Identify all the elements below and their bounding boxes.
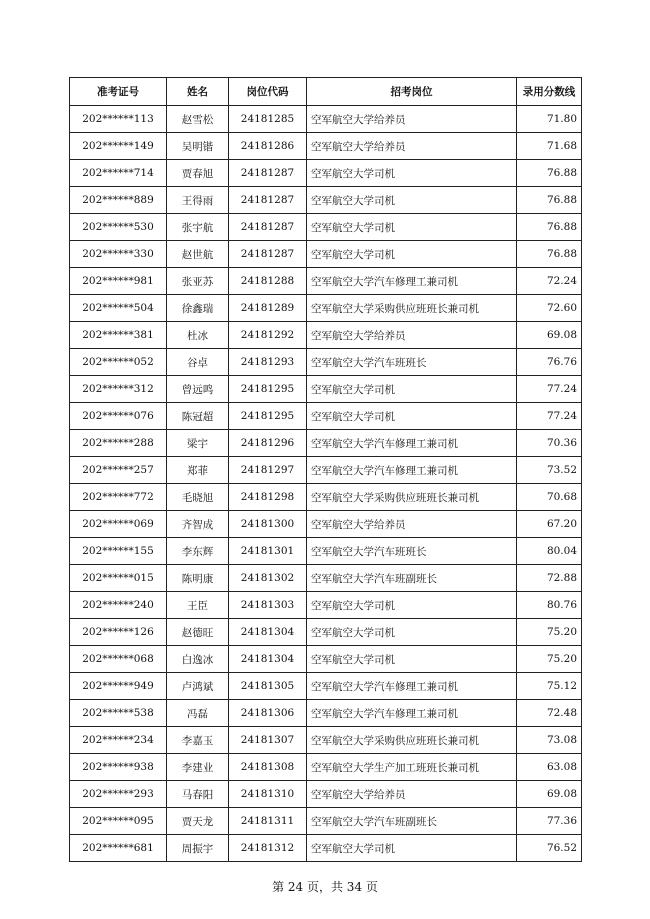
table-row bbox=[70, 673, 582, 700]
cell-exam-id: 202******293 bbox=[70, 781, 167, 808]
cell-post: 空军航空大学汽车修理工兼司机 bbox=[307, 700, 517, 727]
cell-score: 80.04 bbox=[517, 538, 582, 565]
table-row bbox=[70, 214, 582, 241]
cell-score: 76.88 bbox=[517, 241, 582, 268]
cell-exam-id: 202******052 bbox=[70, 349, 167, 376]
cell-post-code: 24181292 bbox=[229, 322, 307, 349]
cell-exam-id: 202******126 bbox=[70, 619, 167, 646]
cell-post-code: 24181301 bbox=[229, 538, 307, 565]
cell-score: 73.52 bbox=[517, 457, 582, 484]
cell-score: 71.80 bbox=[517, 106, 582, 133]
cell-exam-id: 202******681 bbox=[70, 835, 167, 862]
cell-score: 72.24 bbox=[517, 268, 582, 295]
cell-post: 空军航空大学司机 bbox=[307, 187, 517, 214]
cell-name: 陈冠超 bbox=[167, 403, 229, 430]
cell-post-code: 24181286 bbox=[229, 133, 307, 160]
cell-post-code: 24181296 bbox=[229, 430, 307, 457]
cell-score: 77.24 bbox=[517, 376, 582, 403]
cell-post-code: 24181297 bbox=[229, 457, 307, 484]
cell-score: 76.52 bbox=[517, 835, 582, 862]
cell-name: 冯磊 bbox=[167, 700, 229, 727]
cell-exam-id: 202******068 bbox=[70, 646, 167, 673]
cell-post-code: 24181285 bbox=[229, 106, 307, 133]
cell-exam-id: 202******949 bbox=[70, 673, 167, 700]
cell-post: 空军航空大学司机 bbox=[307, 241, 517, 268]
table-row bbox=[70, 268, 582, 295]
cell-exam-id: 202******889 bbox=[70, 187, 167, 214]
cell-exam-id: 202******330 bbox=[70, 241, 167, 268]
cell-exam-id: 202******069 bbox=[70, 511, 167, 538]
cell-score: 76.76 bbox=[517, 349, 582, 376]
cell-exam-id: 202******772 bbox=[70, 484, 167, 511]
cell-score: 75.12 bbox=[517, 673, 582, 700]
cell-name: 王得雨 bbox=[167, 187, 229, 214]
cell-score: 72.60 bbox=[517, 295, 582, 322]
cell-post: 空军航空大学给养员 bbox=[307, 781, 517, 808]
header-post: 招考岗位 bbox=[307, 78, 517, 106]
cell-post-code: 24181302 bbox=[229, 565, 307, 592]
table-row bbox=[70, 538, 582, 565]
cell-score: 76.88 bbox=[517, 187, 582, 214]
cell-score: 75.20 bbox=[517, 619, 582, 646]
cell-post: 空军航空大学司机 bbox=[307, 160, 517, 187]
cell-name: 李嘉玉 bbox=[167, 727, 229, 754]
cell-post: 空军航空大学给养员 bbox=[307, 511, 517, 538]
cell-post-code: 24181287 bbox=[229, 160, 307, 187]
cell-exam-id: 202******240 bbox=[70, 592, 167, 619]
cell-name: 白逸冰 bbox=[167, 646, 229, 673]
cell-name: 谷卓 bbox=[167, 349, 229, 376]
cell-exam-id: 202******938 bbox=[70, 754, 167, 781]
cell-post-code: 24181312 bbox=[229, 835, 307, 862]
cell-post: 空军航空大学生产加工班班长兼司机 bbox=[307, 754, 517, 781]
cell-name: 卢鸿斌 bbox=[167, 673, 229, 700]
cell-name: 徐鑫瑞 bbox=[167, 295, 229, 322]
table-row bbox=[70, 700, 582, 727]
cell-post: 空军航空大学给养员 bbox=[307, 106, 517, 133]
cell-name: 李东辉 bbox=[167, 538, 229, 565]
cell-name: 张亚苏 bbox=[167, 268, 229, 295]
cell-score: 69.08 bbox=[517, 781, 582, 808]
cell-name: 赵德旺 bbox=[167, 619, 229, 646]
cell-post: 空军航空大学司机 bbox=[307, 619, 517, 646]
table-row bbox=[70, 781, 582, 808]
table-row bbox=[70, 133, 582, 160]
cell-score: 72.48 bbox=[517, 700, 582, 727]
cell-name: 周振宇 bbox=[167, 835, 229, 862]
cell-post-code: 24181287 bbox=[229, 241, 307, 268]
cell-post: 空军航空大学司机 bbox=[307, 376, 517, 403]
cell-score: 73.08 bbox=[517, 727, 582, 754]
table-row bbox=[70, 106, 582, 133]
cell-exam-id: 202******095 bbox=[70, 808, 167, 835]
cell-post: 空军航空大学司机 bbox=[307, 592, 517, 619]
table-row bbox=[70, 619, 582, 646]
header-post-code: 岗位代码 bbox=[229, 78, 307, 106]
table-row bbox=[70, 160, 582, 187]
cell-name: 毛晓旭 bbox=[167, 484, 229, 511]
cell-post: 空军航空大学汽车修理工兼司机 bbox=[307, 673, 517, 700]
cell-post-code: 24181300 bbox=[229, 511, 307, 538]
cell-exam-id: 202******288 bbox=[70, 430, 167, 457]
cell-post-code: 24181298 bbox=[229, 484, 307, 511]
cell-score: 70.36 bbox=[517, 430, 582, 457]
cell-name: 曾远鸣 bbox=[167, 376, 229, 403]
cell-post-code: 24181295 bbox=[229, 376, 307, 403]
cell-post-code: 24181288 bbox=[229, 268, 307, 295]
cell-name: 贾天龙 bbox=[167, 808, 229, 835]
cell-score: 63.08 bbox=[517, 754, 582, 781]
cell-name: 马春阳 bbox=[167, 781, 229, 808]
header-name: 姓名 bbox=[167, 78, 229, 106]
cell-score: 76.88 bbox=[517, 160, 582, 187]
cell-post-code: 24181306 bbox=[229, 700, 307, 727]
cell-score: 69.08 bbox=[517, 322, 582, 349]
header-exam-id: 准考证号 bbox=[70, 78, 167, 106]
cell-post-code: 24181289 bbox=[229, 295, 307, 322]
cell-exam-id: 202******113 bbox=[70, 106, 167, 133]
cell-post-code: 24181311 bbox=[229, 808, 307, 835]
table-row bbox=[70, 349, 582, 376]
table-row bbox=[70, 592, 582, 619]
cell-post: 空军航空大学给养员 bbox=[307, 322, 517, 349]
cell-name: 郑菲 bbox=[167, 457, 229, 484]
cell-exam-id: 202******504 bbox=[70, 295, 167, 322]
cell-score: 77.24 bbox=[517, 403, 582, 430]
table-row bbox=[70, 835, 582, 862]
cell-post: 空军航空大学司机 bbox=[307, 403, 517, 430]
cell-exam-id: 202******257 bbox=[70, 457, 167, 484]
table-row bbox=[70, 457, 582, 484]
table-row bbox=[70, 808, 582, 835]
cell-name: 梁宇 bbox=[167, 430, 229, 457]
cell-post-code: 24181287 bbox=[229, 187, 307, 214]
cell-post: 空军航空大学采购供应班班长兼司机 bbox=[307, 295, 517, 322]
cell-exam-id: 202******149 bbox=[70, 133, 167, 160]
cell-post-code: 24181304 bbox=[229, 619, 307, 646]
cell-post: 空军航空大学司机 bbox=[307, 835, 517, 862]
table-row bbox=[70, 484, 582, 511]
cell-name: 吴明锴 bbox=[167, 133, 229, 160]
cell-score: 80.76 bbox=[517, 592, 582, 619]
cell-post: 空军航空大学采购供应班班长兼司机 bbox=[307, 484, 517, 511]
cell-post: 空军航空大学汽车班副班长 bbox=[307, 808, 517, 835]
cell-exam-id: 202******714 bbox=[70, 160, 167, 187]
cell-post: 空军航空大学司机 bbox=[307, 646, 517, 673]
cell-exam-id: 202******312 bbox=[70, 376, 167, 403]
table-row bbox=[70, 646, 582, 673]
cell-exam-id: 202******381 bbox=[70, 322, 167, 349]
cell-exam-id: 202******015 bbox=[70, 565, 167, 592]
table-row bbox=[70, 430, 582, 457]
table-header-row bbox=[70, 78, 582, 106]
page-number: 第 24 页，共 34 页 bbox=[272, 880, 378, 894]
cell-score: 71.68 bbox=[517, 133, 582, 160]
cell-post-code: 24181307 bbox=[229, 727, 307, 754]
cell-exam-id: 202******538 bbox=[70, 700, 167, 727]
table-row bbox=[70, 403, 582, 430]
table-row bbox=[70, 754, 582, 781]
cell-score: 67.20 bbox=[517, 511, 582, 538]
table-row bbox=[70, 565, 582, 592]
cell-name: 杜冰 bbox=[167, 322, 229, 349]
cell-exam-id: 202******530 bbox=[70, 214, 167, 241]
cell-post: 空军航空大学采购供应班班长兼司机 bbox=[307, 727, 517, 754]
table-row bbox=[70, 322, 582, 349]
cell-post: 空军航空大学汽车修理工兼司机 bbox=[307, 457, 517, 484]
table-row bbox=[70, 376, 582, 403]
cell-name: 贾春旭 bbox=[167, 160, 229, 187]
cell-post: 空军航空大学汽车班副班长 bbox=[307, 565, 517, 592]
table-row bbox=[70, 187, 582, 214]
cell-name: 张宇航 bbox=[167, 214, 229, 241]
cell-score: 76.88 bbox=[517, 214, 582, 241]
cell-post-code: 24181305 bbox=[229, 673, 307, 700]
table-row bbox=[70, 241, 582, 268]
cell-exam-id: 202******076 bbox=[70, 403, 167, 430]
cell-post: 空军航空大学汽车修理工兼司机 bbox=[307, 268, 517, 295]
cell-score: 72.88 bbox=[517, 565, 582, 592]
cell-post-code: 24181310 bbox=[229, 781, 307, 808]
cell-post-code: 24181287 bbox=[229, 214, 307, 241]
cell-post: 空军航空大学给养员 bbox=[307, 133, 517, 160]
cell-post-code: 24181304 bbox=[229, 646, 307, 673]
table-row bbox=[70, 295, 582, 322]
cell-exam-id: 202******981 bbox=[70, 268, 167, 295]
admission-score-table bbox=[69, 77, 582, 862]
cell-post: 空军航空大学汽车班班长 bbox=[307, 349, 517, 376]
table-row bbox=[70, 727, 582, 754]
cell-score: 70.68 bbox=[517, 484, 582, 511]
cell-name: 李建业 bbox=[167, 754, 229, 781]
cell-score: 77.36 bbox=[517, 808, 582, 835]
cell-post-code: 24181308 bbox=[229, 754, 307, 781]
cell-exam-id: 202******234 bbox=[70, 727, 167, 754]
table-body bbox=[70, 106, 582, 862]
cell-post: 空军航空大学汽车修理工兼司机 bbox=[307, 430, 517, 457]
table-row bbox=[70, 511, 582, 538]
cell-post: 空军航空大学司机 bbox=[307, 214, 517, 241]
cell-post-code: 24181295 bbox=[229, 403, 307, 430]
cell-name: 王臣 bbox=[167, 592, 229, 619]
cell-name: 赵雪松 bbox=[167, 106, 229, 133]
cell-post-code: 24181293 bbox=[229, 349, 307, 376]
cell-post: 空军航空大学汽车班班长 bbox=[307, 538, 517, 565]
cell-name: 齐智成 bbox=[167, 511, 229, 538]
cell-post-code: 24181303 bbox=[229, 592, 307, 619]
cell-exam-id: 202******155 bbox=[70, 538, 167, 565]
header-score: 录用分数线 bbox=[517, 78, 582, 106]
cell-name: 陈明康 bbox=[167, 565, 229, 592]
cell-score: 75.20 bbox=[517, 646, 582, 673]
cell-name: 赵世航 bbox=[167, 241, 229, 268]
